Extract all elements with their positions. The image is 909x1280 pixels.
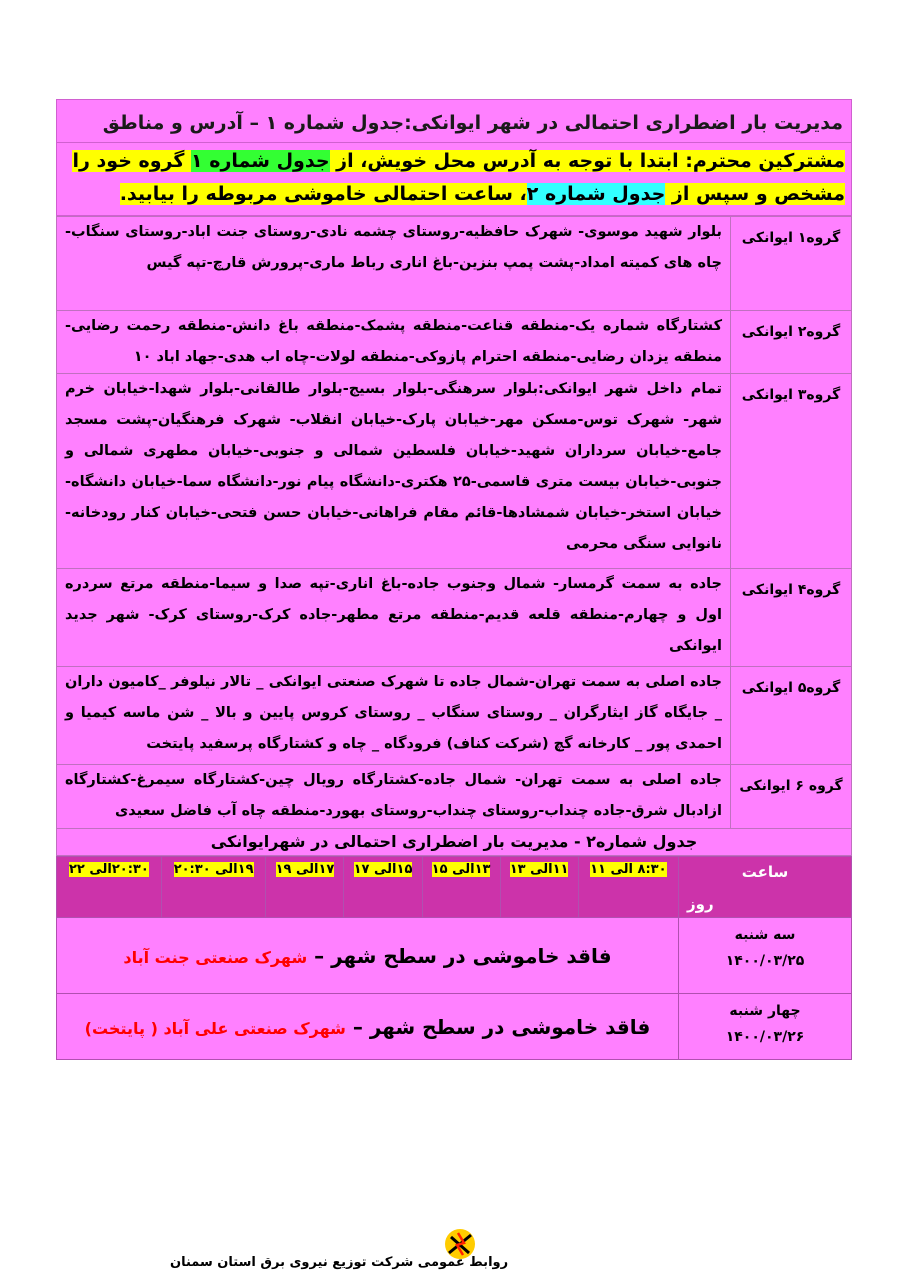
notice-text (56, 143, 852, 216)
day-cell (679, 994, 852, 1060)
table2-caption: جدول شماره۲ - مدیریت بار اضطراری احتمالی در شهرایوانکی (56, 829, 852, 856)
time-slot: ۱۱الی ۱۳ (500, 857, 578, 918)
no-outage-text: فاقد خاموشی در سطح شهر – (345, 1014, 651, 1039)
group-name: گروه۳ ایوانکی (731, 374, 852, 569)
day-date: ۱۴۰۰/۰۳/۲۵ (725, 953, 805, 969)
notice-table1-ref: جدول شماره ۱ (191, 150, 330, 172)
table-row (57, 569, 852, 667)
schedule-header-row (57, 857, 852, 918)
exception-text: شهرک صنعتی علی آباد ( پایتخت) (84, 1018, 346, 1038)
time-slot: ۱۹الی ۲۰:۳۰ (161, 857, 266, 918)
time-slot: ۸:۳۰ الی ۱۱ (578, 857, 678, 918)
hour-day-corner (679, 857, 852, 918)
day-cell (679, 918, 852, 994)
time-slot: ۱۷الی ۱۹ (266, 857, 344, 918)
footer-text: روابط عمومی شرکت توزیع نیروی برق استان سمنان (170, 1255, 509, 1270)
group-name: گروه۴ ایوانکی (731, 569, 852, 667)
group-name: گروه ۶ ایوانکی (731, 765, 852, 829)
notice-prefix: مشترکین محترم: ابتدا با توجه به آدرس محل خویش، از (329, 150, 845, 172)
group-address: جاده اصلی به سمت تهران-شمال جاده تا شهرک صنعتی ایوانکی _ تالار نیلوفر _کامیون داران _ جایگاه گاز ایثارگران _ روستای سنگاب _ روستای کروس پایین و بالا _ شن ماسه کیمیا و احمدی پور _ کارخانه گچ (شرکت کناف) فرودگاه _ چاه و کشتارگاه پرسفید پایتخت (57, 667, 731, 765)
group-name: گروه۲ ایوانکی (731, 311, 852, 374)
notice-suffix: ، ساعت احتمالی خاموشی مربوطه را بیابید. (119, 183, 527, 205)
time-slot: ۱۵الی ۱۷ (344, 857, 422, 918)
table-row (57, 667, 852, 765)
group-address: جاده اصلی به سمت تهران- شمال جاده-کشتارگاه رویال چین-کشتارگاه سیمرغ-کشتارگاه ازادبال شرق-جاده چنداب-روستای چنداب-روستای بهورد-منطقه چاه آب فاضل سعیدی (57, 765, 731, 829)
day-date: ۱۴۰۰/۰۳/۲۶ (725, 1029, 805, 1045)
time-slot: ۲۰:۳۰الی ۲۲ (57, 857, 162, 918)
schedule-row (57, 994, 852, 1060)
day-label: روز (687, 895, 714, 913)
no-outage-text: فاقد خاموشی در سطح شهر – (307, 943, 612, 968)
schedule-message (57, 994, 679, 1060)
schedule-table (56, 856, 852, 1060)
document-frame (56, 99, 852, 1060)
hour-label: ساعت (741, 863, 789, 881)
group-name: گروه۵ ایوانکی (731, 667, 852, 765)
group-address: بلوار شهید موسوی- شهرک حافظیه-روستای چشمه نادی-روستای جنت اباد-روستای سنگاب-چاه های کمیته امداد-پشت پمپ بنزین-باغ اناری رباط ماری-پرورش قارچ-تپه گیس (57, 217, 731, 311)
day-name: سه شنبه (734, 927, 796, 943)
group-address: کشتارگاه شماره یک-منطقه قناعت-منطقه پشمک-منطقه باغ دانش-منطقه رحمت رضایی-منطقه یزدان رضایی-منطقه احترام پازوکی-منطقه لولات-چاه اب هدی-جهاد اباد ۱۰ (57, 311, 731, 374)
exception-text: شهرک صنعتی جنت آباد (123, 947, 308, 967)
table-row (57, 217, 852, 311)
day-name: چهار شنبه (729, 1003, 801, 1019)
page-title: مدیریت بار اضطراری احتمالی در شهر ایوانکی:جدول شماره ۱ – آدرس و مناطق (56, 99, 852, 143)
group-address: تمام داخل شهر ایوانکی:بلوار سرهنگی-بلوار بسیج-بلوار طالقانی-بلوار شهدا-خیابان خرم شهر- شهرک توس-مسکن مهر-خیابان پارک-خیابان انقلاب- شهرک فرهنگیان-پشت مسجد جامع-خیابان سرداران شهید-خیابان فلسطین شمالی و جنوبی-خیابان مطهری شمالی و جنوبی-خیابان بیست متری قاسمی-۲۵ هکتری-دانشگاه پیام نور-دانشگاه سما-خیابان دانشگاه-خیابان استخر-خیابان شمشادها-قائم مقام فراهانی-خیابان حسن فتحی-خیابان کنار رودخانه-نانوایی سنگی محرمی (57, 374, 731, 569)
notice-middle: گروه خود را مشخص و سپس از (72, 150, 845, 205)
time-slot: ۱۳الی ۱۵ (422, 857, 500, 918)
group-name: گروه۱ ایوانکی (731, 217, 852, 311)
table-row (57, 311, 852, 374)
notice-table2-ref: جدول شماره ۲ (526, 183, 666, 205)
group-address: جاده به سمت گرمسار- شمال وجنوب جاده-باغ اناری-تپه صدا و سیما-منطقه مرتع سردره اول و چهارم-منطقه قلعه قدیم-منطقه مرتع مطهر-جاده کرک-روستای کرک- شهر جدید ایوانکی (57, 569, 731, 667)
schedule-message (57, 918, 679, 994)
schedule-row (57, 918, 852, 994)
table-row (57, 374, 852, 569)
table-row (57, 765, 852, 829)
groups-table (56, 216, 852, 829)
